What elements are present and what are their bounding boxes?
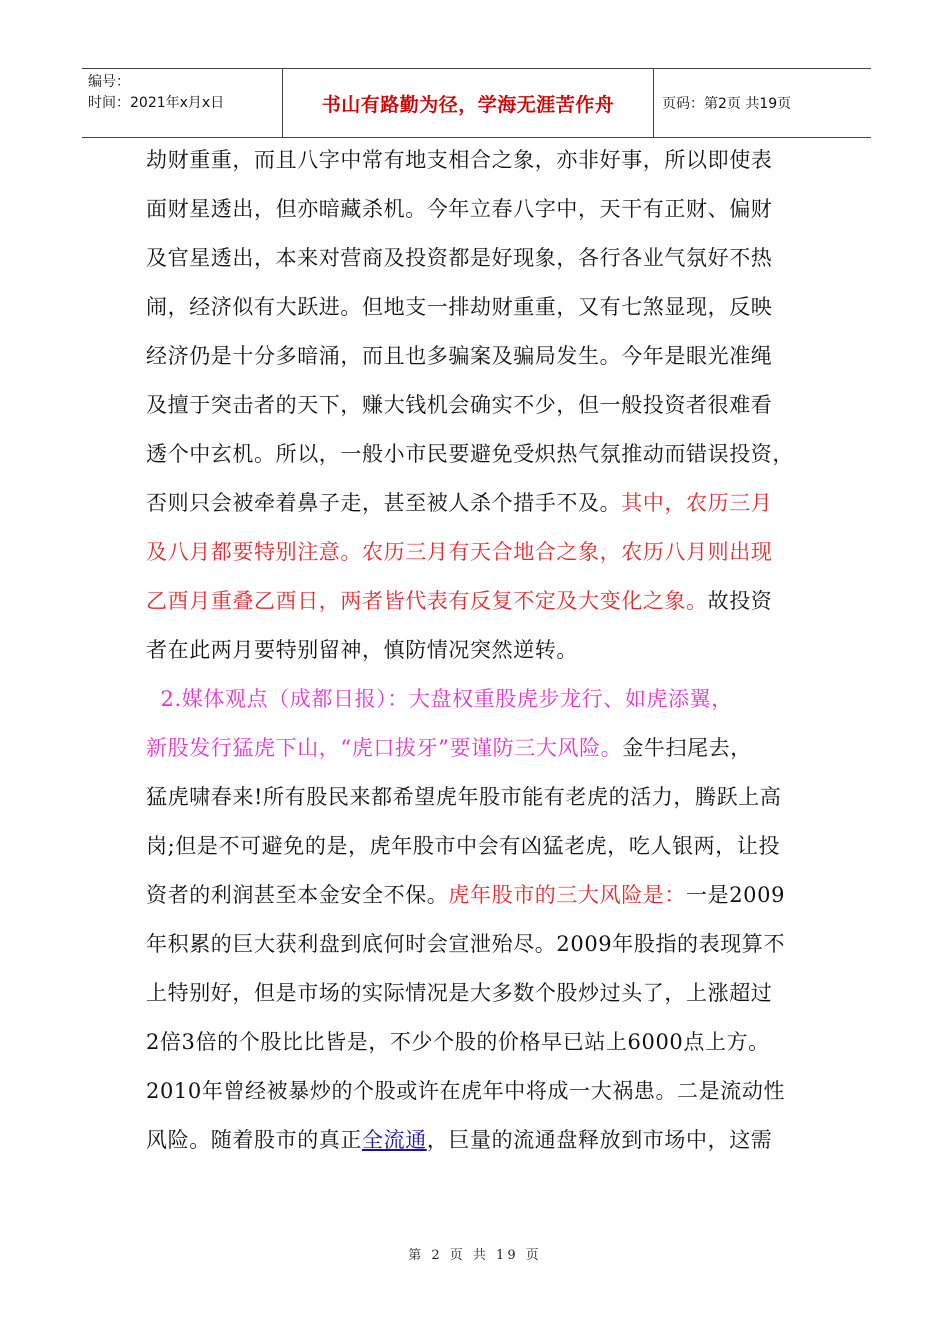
header-meta: [82, 69, 283, 137]
motto: 书山有路勤为径，学海无涯苦作舟: [321, 93, 615, 116]
text-run: 资者的利润甚至本金安全不保。: [146, 883, 449, 907]
text-line: [146, 234, 816, 283]
serial-label: 编号：: [88, 74, 130, 90]
text-run: 故投资: [707, 589, 773, 613]
text-line: [146, 822, 816, 871]
page-header: [82, 68, 871, 138]
text-line: [146, 479, 816, 528]
highlight-red: 虎年股市的三大风险是：: [448, 883, 687, 907]
highlight-magenta: 2.媒体观点（成都日报）：大盘权重股虎步龙行、如虎添翼，: [146, 687, 733, 711]
text-run: 劫财重重，而且八字中常有地支相合之象，亦非好事，所以即使表: [146, 148, 773, 172]
text-run: 年积累的巨大获利盘到底何时会宣泄殆尽。2009年股指的表现算不: [146, 932, 786, 956]
text-run: 2010年曾经被暴炒的个股或许在虎年中将成一大祸患。二是流动性: [146, 1079, 786, 1103]
text-line: [146, 920, 816, 969]
header-motto-cell: [283, 69, 654, 137]
highlight-red: 及八月都要特别注意。农历三月有天合地合之象，农历八月则出现: [146, 540, 773, 564]
page-footer: 第 2 页 共 19 页: [408, 1248, 542, 1263]
text-line: [146, 430, 816, 479]
text-run: 经济仍是十分多暗涌，而且也多骗案及骗局发生。今年是眼光准绳: [146, 344, 773, 368]
text-line: [146, 577, 816, 626]
full-circulation-link[interactable]: 全流通: [362, 1128, 427, 1152]
header-page-cell: [654, 69, 871, 137]
text-run: 上特别好，但是市场的实际情况是大多数个股炒过头了，上涨超过: [146, 981, 773, 1005]
text-line: [146, 1116, 816, 1165]
highlight-red: 其中，农历三月: [621, 491, 773, 515]
highlight-magenta: 新股发行猛虎下山，“虎口拔牙”要谨防三大风险。: [146, 736, 623, 760]
text-run: 闹，经济似有大跃进。但地支一排劫财重重，又有七煞显现，反映: [146, 295, 773, 319]
text-line: [146, 332, 816, 381]
page-label: 页码：第2页 共19页: [662, 96, 792, 112]
text-run: 者在此两月要特别留神，慎防情况突然逆转。: [146, 638, 578, 662]
text-run: ，巨量的流通盘释放到市场中，这需: [426, 1128, 773, 1152]
text-line: [146, 283, 816, 332]
text-run: 面财星透出，但亦暗藏杀机。今年立春八字中，天干有正财、偏财: [146, 197, 773, 221]
text-line: [146, 136, 816, 185]
document-body: [146, 136, 816, 1165]
text-line: [146, 1018, 816, 1067]
text-run: 猛虎啸春来!所有股民来都希望虎年股市能有老虎的活力，腾跃上高: [146, 785, 782, 809]
text-run: 2倍3倍的个股比比皆是，不少个股的价格早已站上6000点上方。: [146, 1030, 770, 1054]
text-run: 透个中玄机。所以，一般小市民要避免受炽热气氛推动而错误投资，: [146, 442, 794, 466]
text-run: 金牛扫尾去，: [622, 736, 752, 760]
text-run: 岗;但是不可避免的是，虎年股市中会有凶猛老虎，吃人银两，让投: [146, 834, 781, 858]
text-line: [146, 381, 816, 430]
text-run: 及官星透出，本来对营商及投资都是好现象，各行各业气氛好不热: [146, 246, 773, 270]
text-line: [146, 773, 816, 822]
text-run: 风险。随着股市的真正: [146, 1128, 362, 1152]
text-line: [146, 528, 816, 577]
date-label: 时间：2021年x月x日: [88, 95, 225, 111]
text-line: [146, 969, 816, 1018]
text-run: 一是2009: [686, 883, 786, 907]
text-line: [146, 871, 816, 920]
text-line: [146, 1067, 816, 1116]
text-line: [146, 185, 816, 234]
text-run: 及擅于突击者的天下，赚大钱机会确实不少，但一般投资者很难看: [146, 393, 773, 417]
text-line: [146, 626, 816, 675]
text-line: [146, 724, 816, 773]
highlight-red: 乙酉月重叠乙酉日，两者皆代表有反复不定及大变化之象。: [146, 589, 708, 613]
text-run: 否则只会被牵着鼻子走，甚至被人杀个措手不及。: [146, 491, 622, 515]
text-line: [146, 675, 816, 724]
